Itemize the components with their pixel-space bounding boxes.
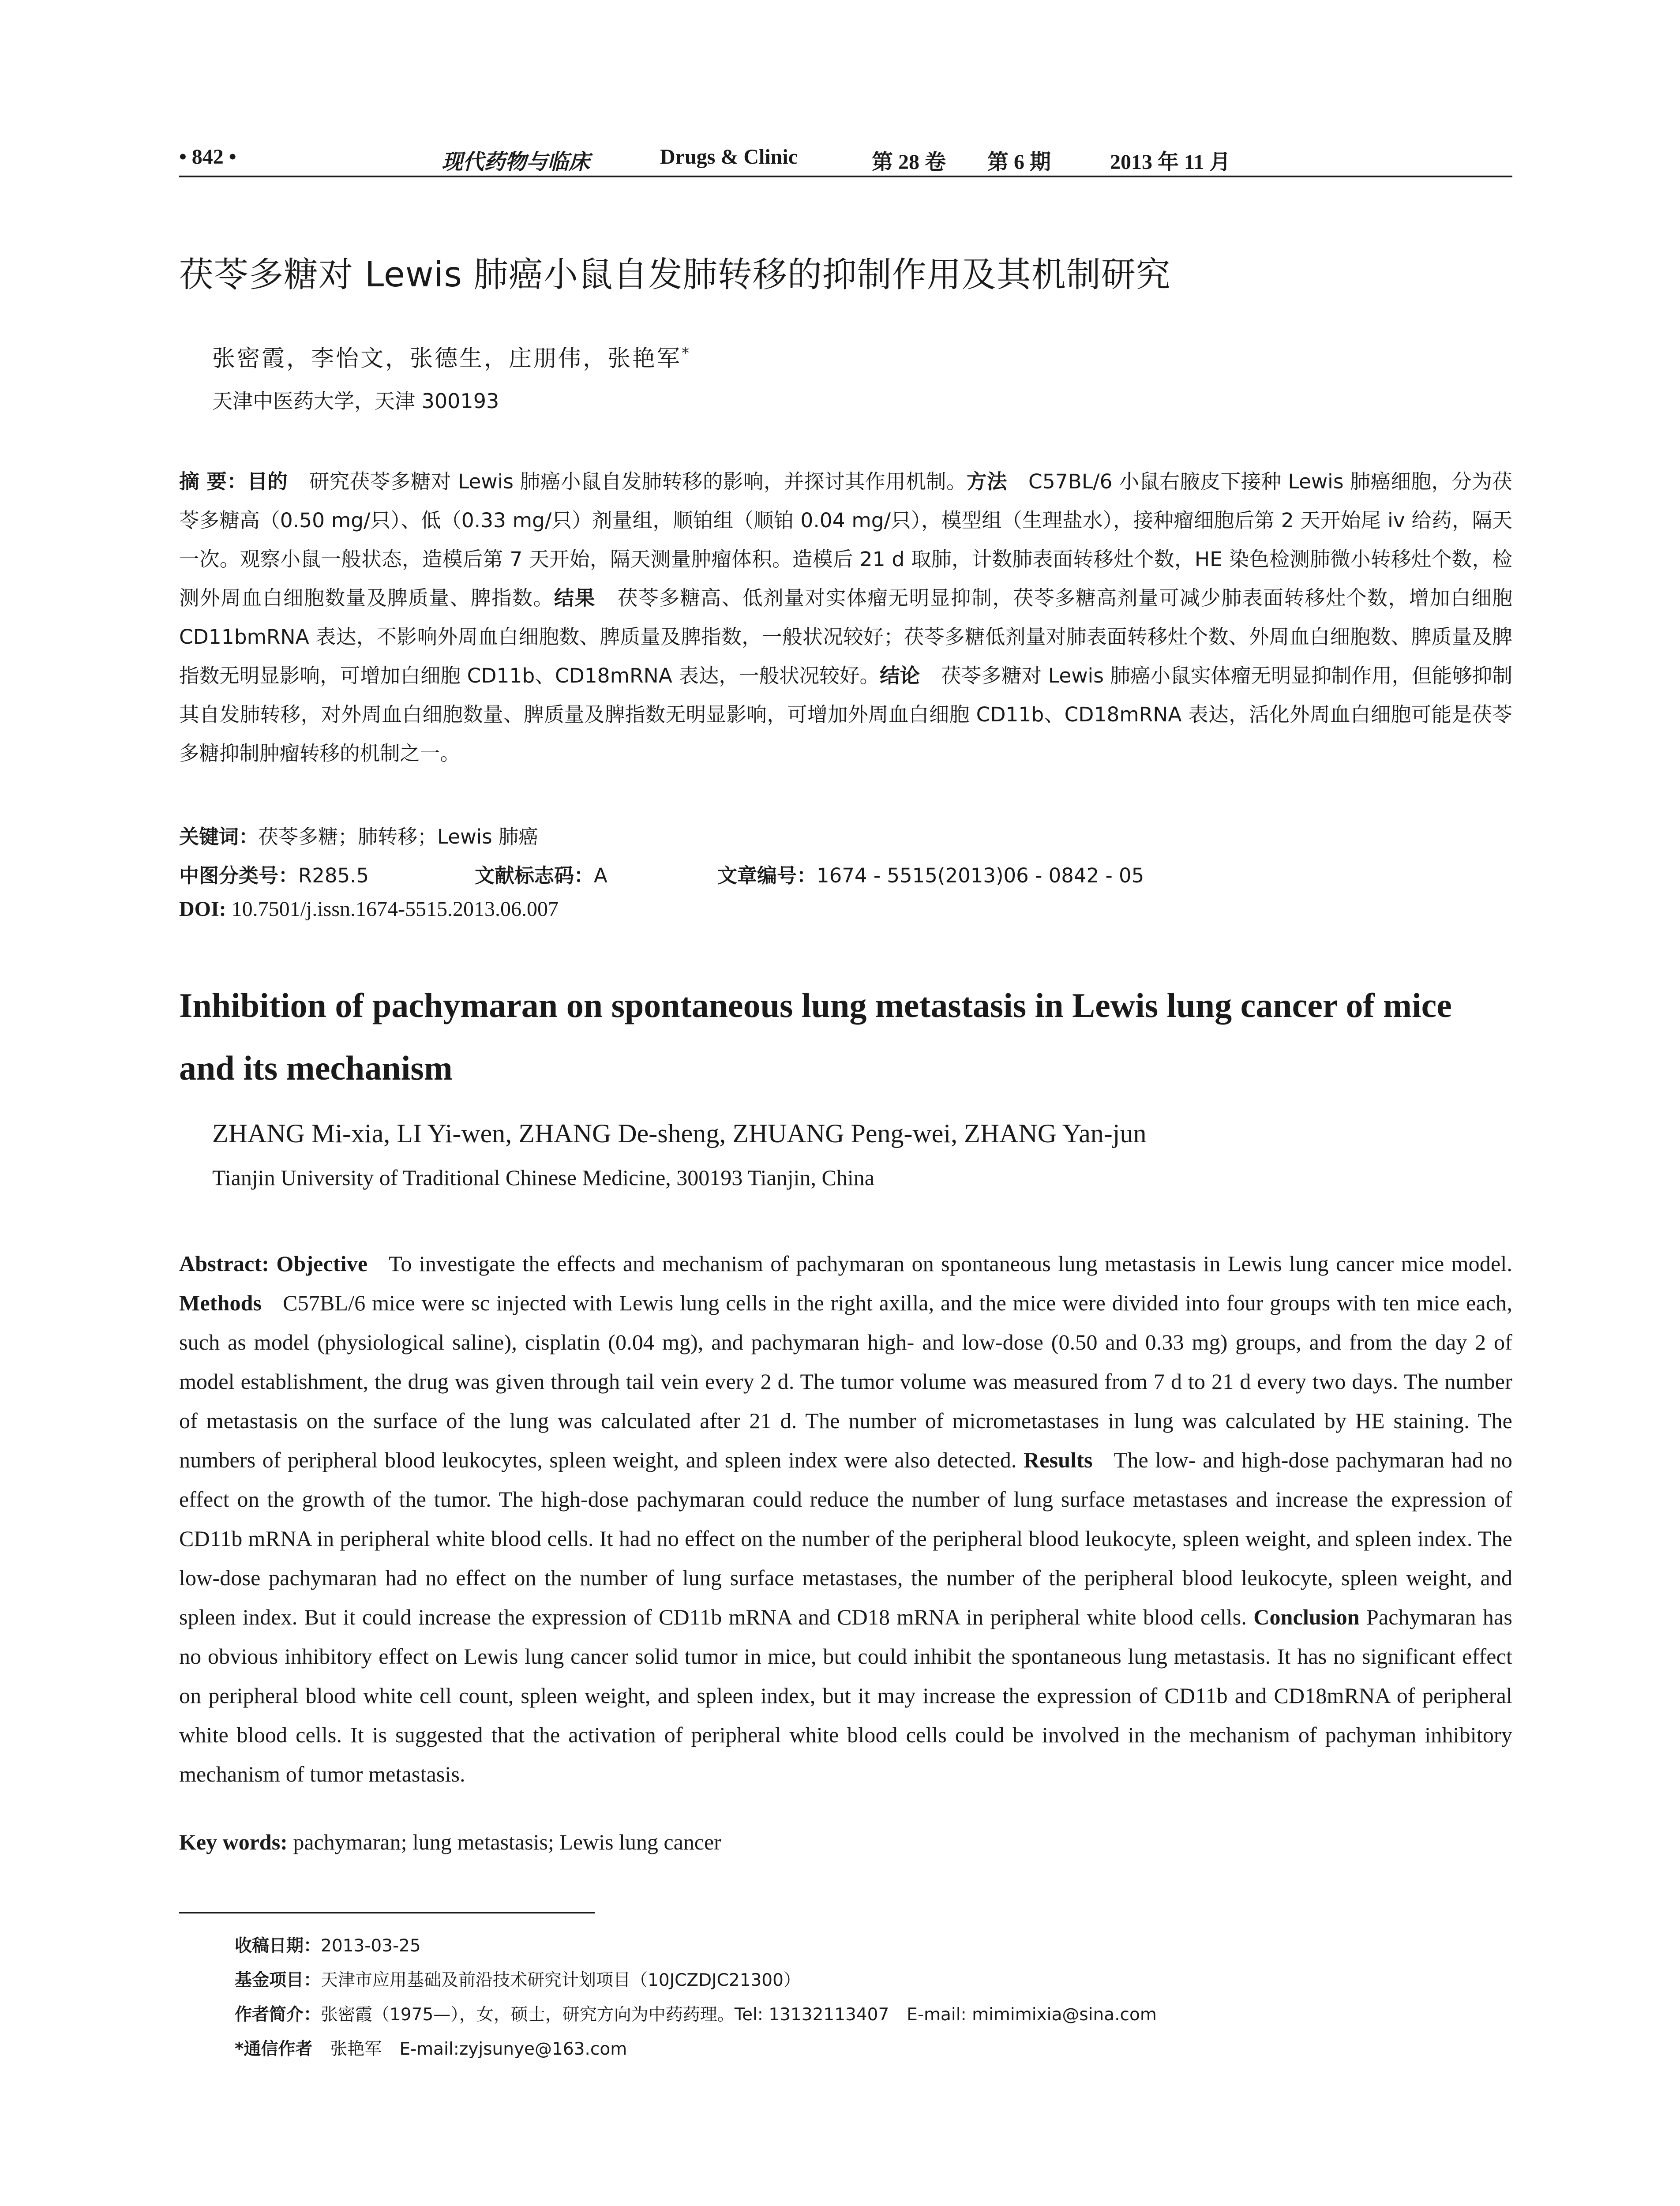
fund-value: 天津市应用基础及前沿技术研究计划项目（10JCZDJC21300） — [321, 1970, 801, 1990]
conclusion-en-label: Conclusion — [1253, 1605, 1360, 1629]
article-id-label: 文章编号： — [717, 864, 817, 887]
objective-cn: 研究茯苓多糖对 Lewis 肺癌小鼠自发肺转移的影响，并探讨其作用机制。 — [309, 470, 967, 493]
conclusion-cn: 茯苓多糖对 Lewis 肺癌小鼠实体瘤无明显抑制作用，但能够抑制其自发肺转移，对外周血白细胞数量、脾质量及脾指数无明显影响，可增加外周血白细胞 CD11b、CD18mRNA 表达，活化外周血白细胞可能是茯苓多糖抑制肿瘤转移的机制之一。 — [179, 664, 1512, 765]
bio-label: 作者简介： — [235, 2005, 321, 2025]
running-header — [179, 140, 1512, 177]
results-cn: 茯苓多糖高、低剂量对实体瘤无明显抑制，茯苓多糖高剂量可减少肺表面转移灶个数，增加白细胞 CD11bmRNA 表达，不影响外周血白细胞数、脾质量及脾指数，一般状况较好；茯苓多糖低剂量对肺表面转移灶个数、外周血白细胞数、脾质量及脾指数无明显影响，可增加白细胞 CD11b、CD18mRNA 表达，一般状况较好。 — [179, 586, 1512, 687]
journal-name-cn: 现代药物与临床 — [442, 150, 590, 174]
abstract-cn-label: 摘 要： — [179, 470, 248, 493]
conclusion-cn-label: 结论 — [880, 664, 920, 687]
affiliation-en: Tianjin University of Traditional Chinese Medicine, 300193 Tianjin, China — [212, 1165, 874, 1190]
keywords-cn-values: 茯苓多糖；肺转移；Lewis 肺癌 — [259, 825, 539, 848]
footnote-divider — [179, 1912, 595, 1913]
results-en: The low- and high-dose pachymaran had no effect on the growth of the tumor. The high-dose pachymaran could reduce the number of lung surface metastases and increase the expression of CD11b mRNA in peripheral white blood cells. It had no effect on the number of the peripheral blood leukocyte, spleen weight, and spleen index. The low-dose pachymaran had no effect on the number of lung surface metastases, the number of the peripheral blood leukocyte, spleen weight, and spleen index. But it could increase the expression of CD11b mRNA and CD18 mRNA in peripheral white blood cells. — [179, 1448, 1512, 1629]
authors-cn-names: 张密霞，李怡文，张德生，庄朋伟，张艳军 — [212, 345, 682, 372]
journal-name-en: Drugs & Clinic — [660, 145, 798, 169]
footnote-received — [235, 1929, 1470, 1963]
article-id — [717, 859, 1144, 888]
article-title-en: Inhibition of pachymaran on spontaneous lung metastasis in Lewis lung cancer of mice and its mechanism — [179, 986, 1452, 1087]
methods-cn: C57BL/6 小鼠右腋皮下接种 Lewis 肺癌细胞，分为茯苓多糖高（0.50 mg/只）、低（0.33 mg/只）剂量组，顺铂组（顺铂 0.04 mg/只），模型组（生理盐水），接种瘤细胞后第 2 天开始尾 iv 给药，隔天一次。观察小鼠一般状态，造模后第 7 天开始，隔天测量肿瘤体积。造模后 21 d 取肺，计数肺表面转移灶个数，HE 染色检测肺微小转移灶个数，检测外周血白细胞数量及脾质量、脾指数。 — [179, 470, 1512, 610]
clc-number — [179, 864, 369, 887]
methods-cn-label: 方法 — [966, 470, 1007, 493]
doc-code-label: 文献标志码： — [475, 864, 594, 887]
results-cn-label: 结果 — [554, 586, 596, 610]
classification-line — [179, 859, 1144, 888]
article-title-cn: 茯苓多糖对 Lewis 肺癌小鼠自发肺转移的抑制作用及其机制研究 — [179, 255, 1171, 295]
doi — [179, 897, 559, 921]
keywords-en-values: pachymaran; lung metastasis; Lewis lung cancer — [293, 1830, 721, 1854]
conclusion-en: Pachymaran has no obvious inhibitory effect on Lewis lung cancer solid tumor in mice, but could inhibit the spontaneous lung metastasis. It has no significant effect on peripheral blood white cell count, spleen weight, and spleen index, but it may increase the expression of CD11b and CD18mRNA of peripheral white blood cells. It is suggested that the activation of peripheral white blood cells could be involved in the mechanism of pachyman inhibitory mechanism of tumor metastasis. — [179, 1605, 1512, 1786]
abstract-en-label: Abstract: — [179, 1251, 270, 1276]
page-number: • 842 • — [179, 145, 236, 169]
fund-label: 基金项目： — [235, 1970, 321, 1990]
clc-label: 中图分类号： — [179, 864, 299, 887]
results-en-label: Results — [1024, 1448, 1093, 1472]
keywords-en — [179, 1829, 721, 1855]
footnote-author-bio — [235, 1998, 1470, 2032]
objective-en-label: Objective — [276, 1251, 368, 1276]
corr-name: 张艳军 — [330, 2039, 382, 2059]
objective-en: To investigate the effects and mechanism of pachymaran on spontaneous lung metastasis in Lewis lung cancer mice model. — [389, 1251, 1513, 1276]
authors-en: ZHANG Mi-xia, LI Yi-wen, ZHANG De-sheng, ZHUANG Peng-wei, ZHANG Yan-jun — [212, 1119, 1147, 1148]
received-date: 2013-03-25 — [321, 1936, 421, 1956]
footnotes — [235, 1929, 1470, 2067]
keywords-cn — [179, 821, 538, 849]
doi-value: 10.7501/j.issn.1674-5515.2013.06.007 — [231, 897, 559, 921]
abstract-cn — [179, 462, 1512, 773]
corr-email: E-mail:zyjsunye@163.com — [399, 2039, 627, 2059]
abstract-en — [179, 1244, 1512, 1794]
affiliation-cn: 天津中医药大学，天津 300193 — [212, 389, 499, 413]
journal-date: 2013 年 11 月 — [1110, 150, 1231, 174]
keywords-en-label: Key words: — [179, 1830, 288, 1854]
authors-cn — [212, 340, 691, 373]
doc-code-value: A — [594, 864, 608, 887]
bio-value: 张密霞（1975—），女，硕士，研究方向为中药药理。Tel: 13132113407 — [321, 2005, 889, 2025]
document-code — [475, 859, 608, 888]
footnote-fund — [235, 1963, 1470, 1998]
footnote-corresponding — [235, 2032, 1470, 2067]
received-label: 收稿日期： — [235, 1936, 321, 1956]
methods-en: C57BL/6 mice were sc injected with Lewis lung cells in the right axilla, and the mice were divided into four groups with ten mice each, such as model (physiological saline), cisplatin (0.04 mg), and pachymaran high- and low-dose (0.50 and 0.33 mg) groups, and from the day 2 of model establishment, the drug was given through tail vein every 2 d. The tumor volume was measured from 7 d to 21 d every two days. The number of metastasis on the surface of the lung was calculated after 21 d. The number of micrometastases in lung was calculated by HE staining. The numbers of peripheral blood leukocytes, spleen weight, and spleen index were also detected. — [179, 1291, 1512, 1472]
objective-cn-label: 目的 — [247, 470, 288, 493]
doi-label: DOI: — [179, 897, 226, 921]
keywords-cn-label: 关键词： — [179, 825, 259, 848]
journal-issue: 第 6 期 — [987, 150, 1051, 174]
article-id-value: 1674 - 5515(2013)06 - 0842 - 05 — [817, 864, 1144, 887]
journal-volume: 第 28 卷 — [872, 150, 946, 174]
journal-page — [179, 0, 1512, 2206]
corresponding-mark: * — [682, 344, 691, 362]
clc-value: R285.5 — [298, 864, 369, 887]
corr-label: *通信作者 — [235, 2039, 313, 2059]
methods-en-label: Methods — [179, 1291, 262, 1315]
bio-email: E-mail: mimimixia@sina.com — [907, 2005, 1157, 2025]
